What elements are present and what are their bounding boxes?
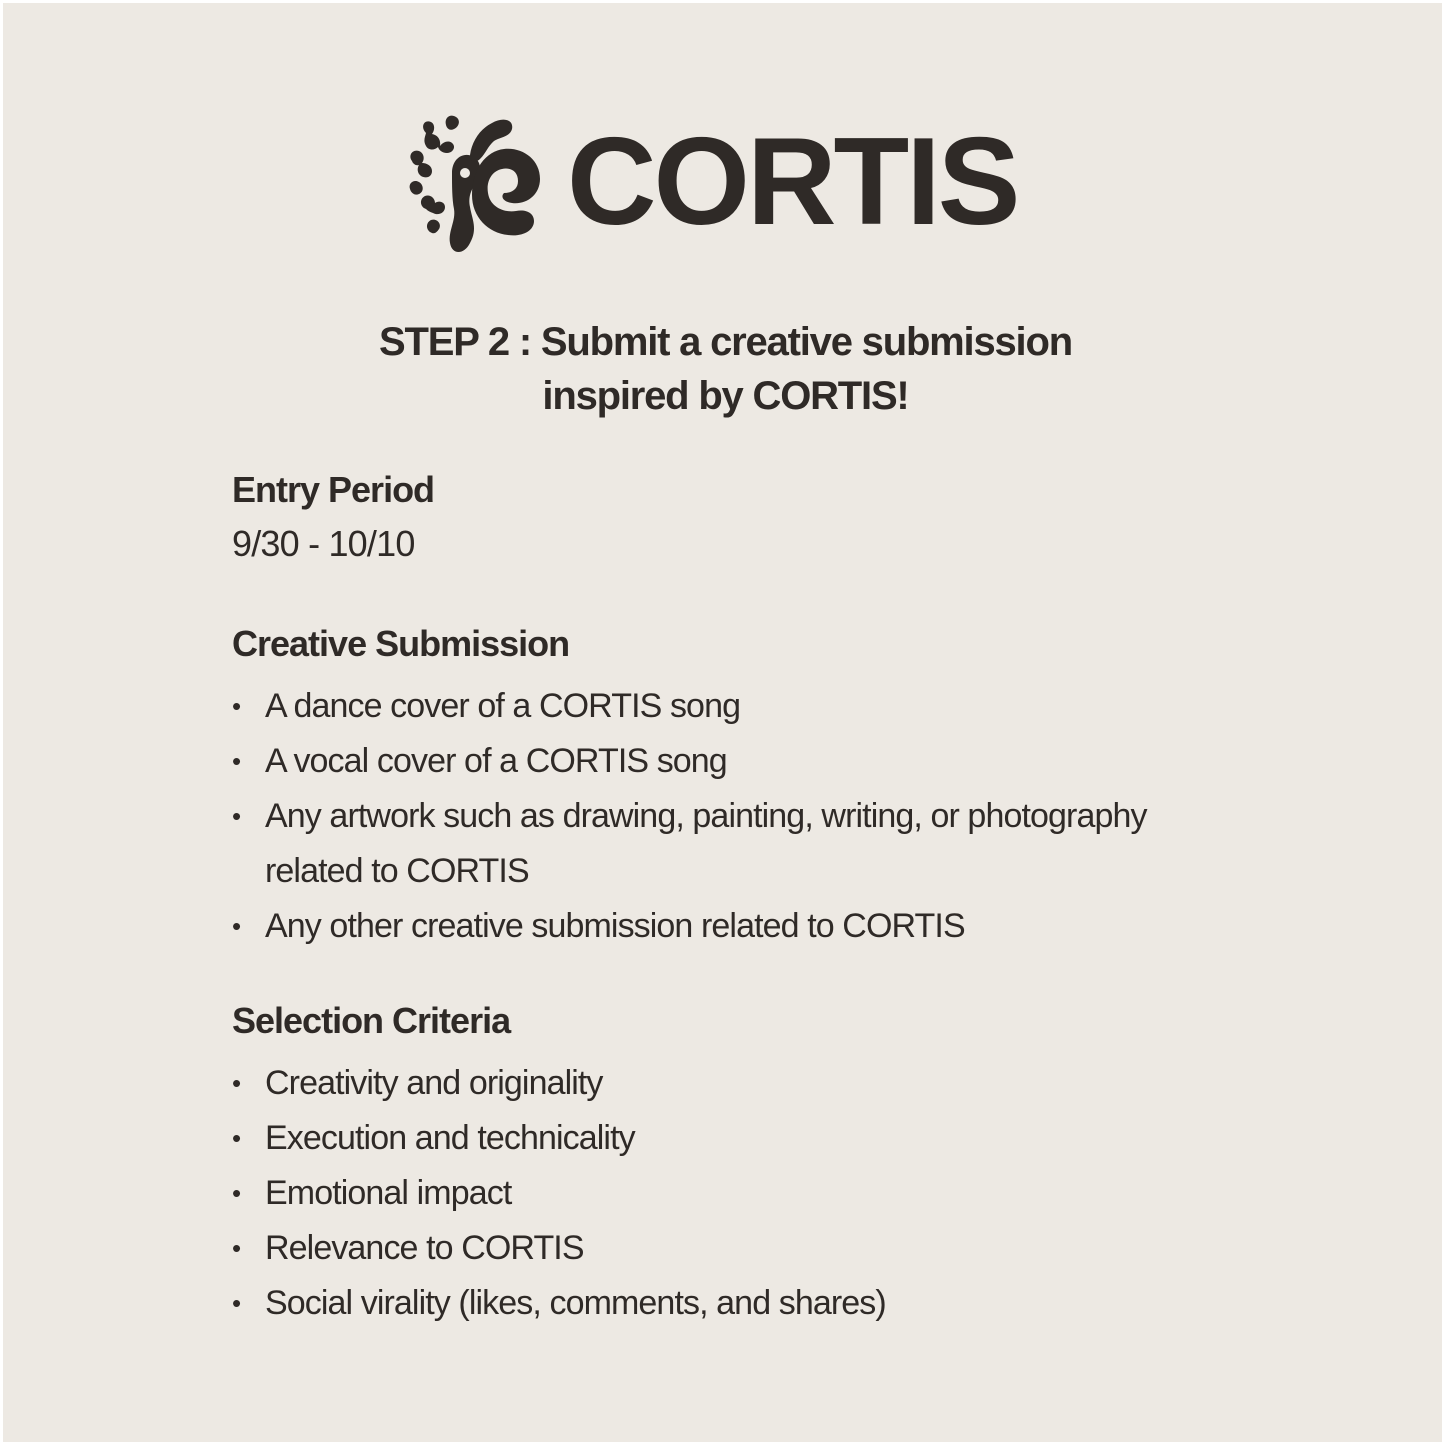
bullet-icon: • [232, 1178, 241, 1208]
creative-submission-title: Creative Submission [232, 623, 570, 664]
bullet-icon: • [232, 746, 241, 776]
cortis-organic-logo-icon [408, 113, 543, 258]
list-item: • Relevance to CORTIS [232, 1221, 1232, 1276]
list-item: • Emotional impact [232, 1166, 1232, 1221]
bullet-icon: • [232, 1068, 241, 1098]
bullet-icon: • [232, 1288, 241, 1318]
list-item: • Creativity and originality [232, 1056, 1232, 1111]
selection-criteria-title: Selection Criteria [232, 1000, 511, 1041]
details-content [232, 463, 1232, 1371]
creative-submission-list [232, 679, 1232, 954]
entry-period-title: Entry Period [232, 469, 435, 510]
brand-wordmark: CORTIS [567, 112, 1018, 251]
list-item: • Any artwork such as drawing, painting, writing, or photography related to CORTIS [232, 789, 1232, 899]
entry-period-value: 9/30 - 10/10 [232, 523, 415, 564]
list-item: • Any other creative submission related to CORTIS [232, 899, 1232, 954]
selection-criteria-list [232, 1056, 1232, 1331]
bullet-icon: • [232, 1123, 241, 1153]
headline-line-2: inspired by CORTIS! [542, 374, 909, 418]
page-title [3, 315, 1445, 423]
list-item: • A vocal cover of a CORTIS song [232, 734, 1232, 789]
brand-logo [408, 113, 1017, 258]
headline-line-1: STEP 2 : Submit a creative submission [379, 320, 1072, 364]
bullet-icon: • [232, 691, 241, 721]
bullet-icon: • [232, 1233, 241, 1263]
list-item: • A dance cover of a CORTIS song [232, 679, 1232, 734]
list-item: • Execution and technicality [232, 1111, 1232, 1166]
bullet-icon: • [232, 801, 241, 831]
bullet-icon: • [232, 911, 241, 941]
list-item: • Social virality (likes, comments, and shares) [232, 1276, 1232, 1331]
